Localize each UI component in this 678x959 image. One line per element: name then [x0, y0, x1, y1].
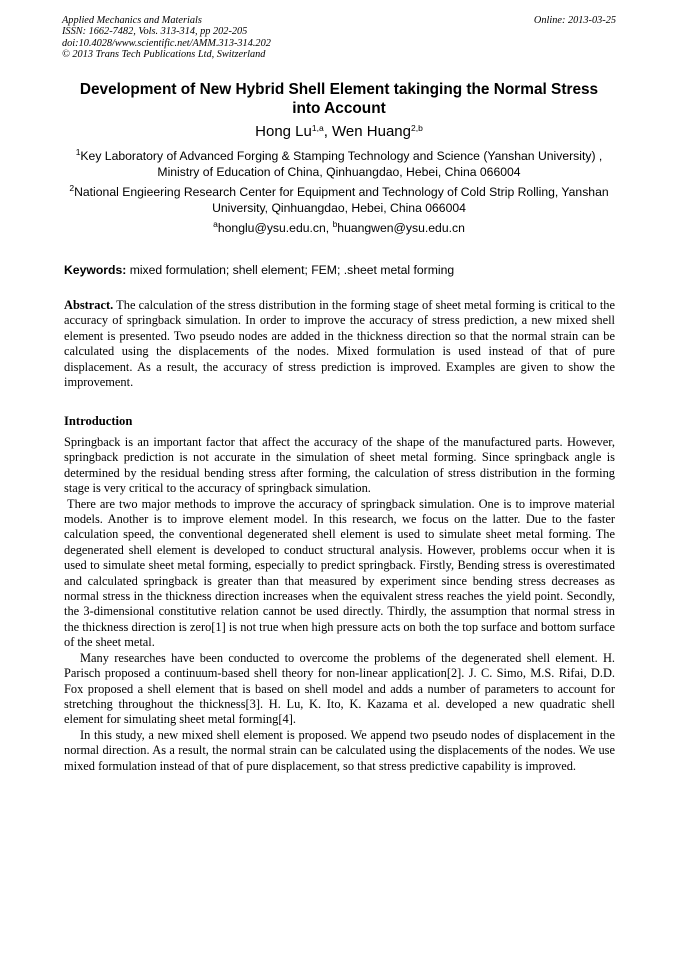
email-separator: ,: [325, 221, 333, 235]
doi-line: doi:10.4028/www.scientific.net/AMM.313-314.202: [62, 37, 271, 49]
paragraph: In this study, a new mixed shell element is proposed. We append two pseudo nodes of displacement in the normal direction. As a result, the normal strain can be calculated using the displacements of the nodes. We use mixed formulation instead of that of pure displacement, so that stress predictive capability is improved.: [64, 727, 615, 773]
issn-line: ISSN: 1662-7482, Vols. 313-314, pp 202-205: [62, 26, 248, 38]
affiliation-2: [64, 184, 614, 216]
keywords-label: Keywords:: [64, 263, 127, 277]
section-heading: Introduction: [64, 414, 133, 428]
author-separator: ,: [323, 123, 333, 140]
affiliation-superscript: 1: [75, 147, 81, 157]
abstract-label: Abstract.: [64, 298, 114, 312]
affiliation-text: Key Laboratory of Advanced Forging & Stamping Technology and Science (Yanshan University) , Ministry of Education of China, Qinhuangdao, Hebei, China 066004: [80, 149, 603, 179]
affiliation-1: [64, 148, 614, 180]
affiliation-text: National Engieering Research Center for Equipment and Technology of Cold Strip Rolling, Yanshan University, Qinhuangdao, Hebei, China 066004: [74, 185, 609, 215]
copyright-line: © 2013 Trans Tech Publications Ltd, Switzerland: [62, 49, 266, 61]
email-superscript: a: [213, 219, 218, 229]
abstract: [64, 298, 615, 390]
journal-name: Applied Mechanics and Materials: [62, 15, 202, 26]
email-link[interactable]: honglu@ysu.edu.cn: [217, 221, 326, 235]
paper-title: Development of New Hybrid Shell Element takinging the Normal Stress into Account: [79, 81, 599, 117]
affiliation-superscript: 2: [69, 183, 75, 193]
online-date: Online: 2013-03-25: [533, 15, 616, 26]
email-link[interactable]: huangwen@ysu.edu.cn: [337, 221, 465, 235]
paragraph: There are two major methods to improve the accuracy of springback simulation. One is to improve material models. Another is to improve element model. In this research, we focus on the latter. Due to the faster calculation speed, the conventional degenerated shell element is used to simulate sheet metal forming. The degenerated shell element is developed to conduct structural analysis. However, problems occur when it is used to simulate sheet metal forming, especially to predict springback. Firstly, Bending stress is overestimated and calculated springback is greater than that measured by experiment since bending stress decreases as normal stress in the thickness direction increases when the equivalent stress reaches the yield point. Secondly, the 3-dimensional constitutive relation cannot be used directly. Thirdly, the assumption that normal stress in the thickness direction is zero[1] is not true when high pressure acts on both the top surface and bottom surface of the sheet metal.: [64, 496, 615, 650]
keywords-text: mixed formulation; shell element; FEM; .sheet metal forming: [126, 263, 455, 277]
author-superscript: 2,b: [411, 123, 423, 133]
introduction-body: [64, 435, 615, 774]
author-name: Hong Lu: [255, 123, 312, 140]
author-line: [64, 122, 614, 142]
author-name: Wen Huang: [332, 123, 411, 140]
paragraph: Many researches have been conducted to overcome the problems of the degenerated shell element. H. Parisch proposed a continuum-based shell theory for non-linear application[2]. J. C. Simo, M.S. Rifai, D.D. Fox proposed a shell element that is based on shell model and adds a number of parameters to account for stretching throughout the thickness[3]. H. Lu, K. Ito, K. Kazama et al. developed a new quadratic shell element for simulating sheet metal forming[4].: [64, 650, 615, 727]
paragraph: Springback is an important factor that affect the accuracy of the shape of the manufactured parts. However, springback prediction is not accurate in the simulation of sheet metal forming. Since springback angle is determined by the residual bending stress after forming, the calculation of stress distribution in the forming stage is very critical to the accuracy of springback simulation.: [64, 435, 615, 496]
email-superscript: b: [332, 219, 338, 229]
author-emails: [64, 220, 614, 236]
journal-header: [62, 15, 271, 61]
keywords-line: [64, 262, 614, 278]
author-superscript: 1,a: [311, 123, 324, 133]
abstract-text: The calculation of the stress distribution in the forming stage of sheet metal forming is critical to the accuracy of springback simulation. In order to improve the accuracy of stress prediction, a new mixed shell element is presented. Two pseudo nodes are added in the thickness direction so that the normal strain can be calculated using the displacements of the nodes. Mixed formulation is used instead of that of pure displacement. As a result, the accuracy of stress prediction is improved. Examples are given to show the improvement.: [64, 298, 615, 390]
